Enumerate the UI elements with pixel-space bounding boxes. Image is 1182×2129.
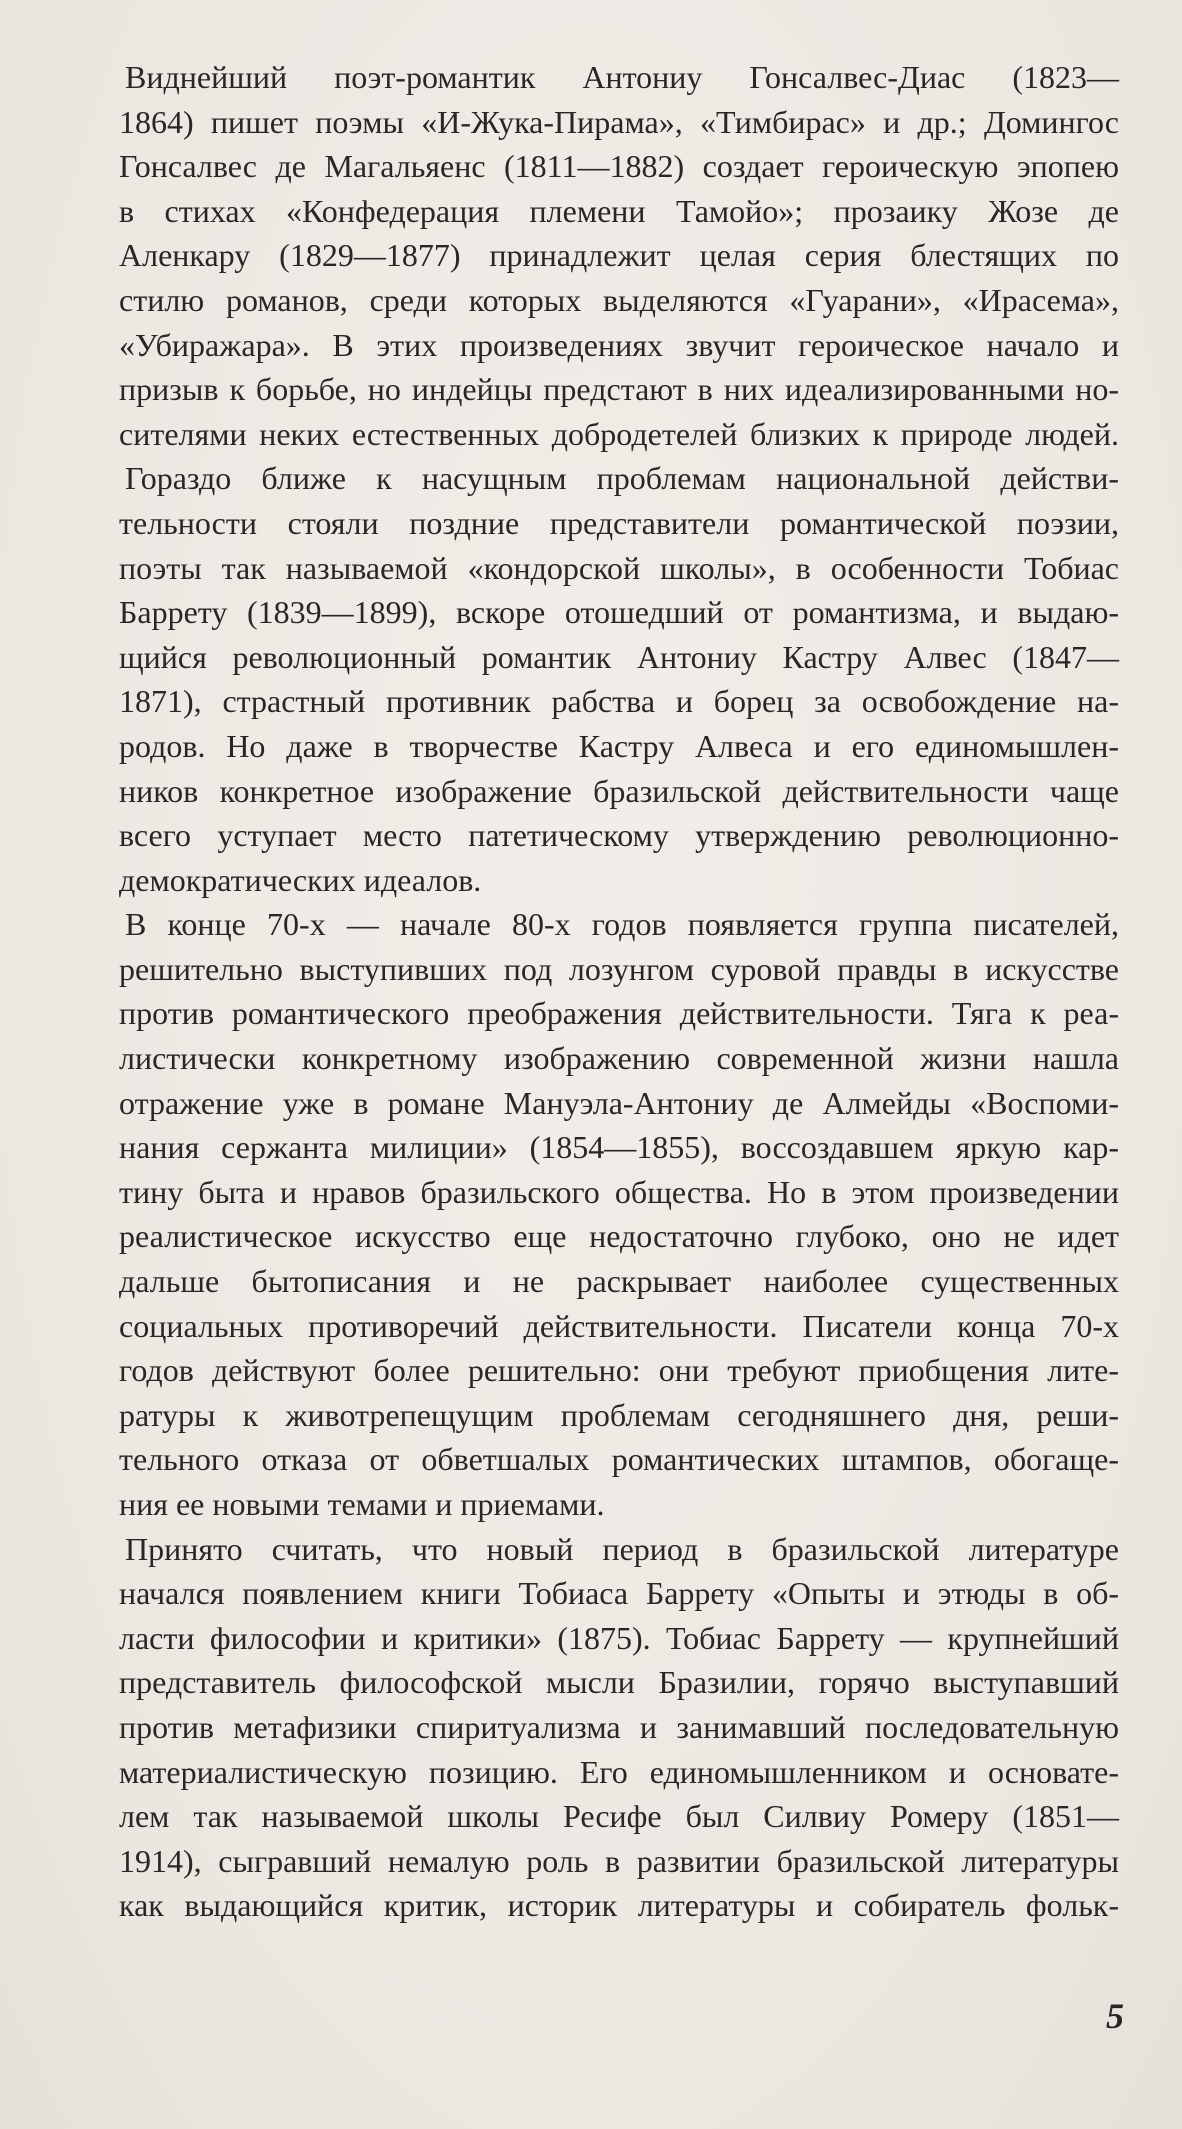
text-line: демократических идеалов. [119, 861, 482, 898]
page-number: 5 [1106, 1996, 1124, 2036]
text-line: 1914), сыгравший немалую роль в развитии бразильской литературы [119, 1842, 1119, 1879]
text-line: Баррету (1839—1899), вскоре отошедший от романтизма, и выдаю- [119, 594, 1119, 631]
text-line: В конце 70-х — начале 80-х годов появляется группа писателей, [125, 906, 1119, 943]
text-line: Виднейший поэт-романтик Антониу Гонсалвес-Диас (1823— [125, 59, 1119, 95]
text-line: Гонсалвес де Магальяенс (1811—1882) создает героическую эпопею [119, 148, 1119, 185]
text-line: ников конкретное изображение бразильской действительности чаще [119, 772, 1119, 809]
text-line: годов действуют более решительно: они требуют приобщения лите- [119, 1352, 1119, 1389]
text-line: материалистическую позицию. Его единомышленником и основате- [119, 1753, 1119, 1790]
text-line: «Убиражара». В этих произведениях звучит героическое начало и [119, 326, 1119, 363]
text-line: против метафизики спиритуализма и занимавший последовательную [119, 1708, 1119, 1745]
text-line: 1864) пишет поэмы «И-Жука-Пирама», «Тимбирас» и др.; Домингос [119, 103, 1119, 140]
text-line: отражение уже в романе Мануэла-Антониу де Алмейды «Воспоми- [119, 1084, 1119, 1121]
text-line: представитель философской мысли Бразилии, горячо выступавший [119, 1664, 1119, 1701]
text-line: тельного отказа от обветшалых романтических штампов, обогаще- [119, 1441, 1119, 1478]
text-line: 1871), страстный противник рабства и борец за освобождение на- [119, 683, 1119, 720]
text-line: Гораздо ближе к насущным проблемам национальной действи- [125, 460, 1119, 497]
text-line: ласти философии и критики» (1875). Тобиас Баррету — крупнейший [119, 1619, 1119, 1656]
text-line: лем так называемой школы Ресифе был Силвиу Ромеру (1851— [119, 1798, 1119, 1835]
text-line: начался появлением книги Тобиаса Баррету «Опыты и этюды в об- [119, 1575, 1119, 1612]
paragraph-2 [119, 456, 1119, 902]
text-line: родов. Но даже в творчестве Кастру Алвеса и его единомышлен- [119, 727, 1119, 764]
text-line: дальше бытописания и не раскрывает наиболее существенных [119, 1263, 1119, 1300]
text-line: социальных противоречий действительности. Писатели конца 70-х [119, 1307, 1119, 1344]
text-line: ратуры к животрепещущим проблемам сегодняшнего дня, реши- [119, 1396, 1119, 1433]
body-text [119, 55, 1119, 1928]
text-line: тельности стояли поздние представители романтической поэзии, [119, 504, 1119, 541]
text-line: щийся революционный романтик Антониу Кастру Алвес (1847— [119, 638, 1119, 675]
text-line: в стихах «Конфедерация племени Тамойо»; прозаику Жозе де [119, 192, 1119, 229]
text-line: решительно выступивших под лозунгом суровой правды в искусстве [119, 950, 1119, 987]
text-line: призыв к борьбе, но индейцы предстают в них идеализированными но- [119, 371, 1119, 408]
text-line: Принято считать, что новый период в бразильской литературе [125, 1530, 1119, 1567]
paragraph-4 [119, 1527, 1119, 1928]
text-line: Аленкару (1829—1877) принадлежит целая серия блестящих по [119, 237, 1119, 274]
text-line: всего уступает место патетическому утверждению революционно- [119, 817, 1119, 854]
text-line: нания сержанта милиции» (1854—1855), воссоздавшем яркую кар- [119, 1129, 1119, 1166]
text-line: ния ее новыми темами и приемами. [119, 1486, 605, 1522]
text-line: сителями неких естественных добродетелей близких к природе людей. [119, 415, 1119, 452]
text-line: тину быта и нравов бразильского общества. Но в этом произведении [119, 1173, 1119, 1210]
paragraph-1 [119, 55, 1119, 456]
text-line: листически конкретному изображению современной жизни нашла [119, 1040, 1119, 1077]
text-line: против романтического преображения действительности. Тяга к реа- [119, 995, 1119, 1032]
text-line: реалистическое искусство еще недостаточно глубоко, оно не идет [119, 1218, 1119, 1255]
paragraph-3 [119, 902, 1119, 1526]
text-line: стилю романов, среди которых выделяются «Гуарани», «Ирасема», [119, 281, 1119, 318]
text-line: как выдающийся критик, историк литературы и собиратель фольк- [119, 1887, 1119, 1924]
text-line: поэты так называемой «кондорской школы», в особенности Тобиас [119, 549, 1119, 586]
